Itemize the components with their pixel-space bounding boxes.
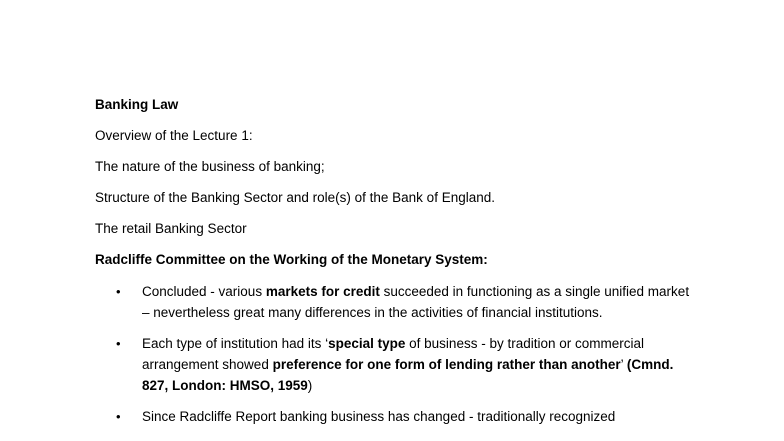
bullet-list — [95, 281, 695, 427]
overview-line — [95, 127, 695, 145]
nature-line: The nature of the business of banking; — [95, 159, 325, 174]
bullet-text: succeeded in functioning as a single unified market – nevertheless great many differences in the activities of financial institutions. — [142, 284, 690, 320]
list-item — [95, 406, 695, 427]
retail-line: The retail Banking Sector — [95, 221, 247, 236]
bullet-icon: • — [116, 409, 121, 424]
overview-text: Overview of the Lecture 1: — [95, 128, 253, 143]
bullet-bold-text: preference for one form of lending rather than another — [272, 357, 621, 372]
bullet-citation: (Cmnd. 827, London: HMSO, 1959 — [142, 357, 674, 393]
bullet-text: Concluded - various — [142, 284, 266, 299]
structure-line: Structure of the Banking Sector and role(s) of the Bank of England. — [95, 190, 495, 205]
radcliffe-heading: Radcliffe Committee on the Working of the Monetary System: — [95, 252, 488, 267]
bullet-text: ’ — [620, 357, 627, 372]
document-page — [95, 96, 695, 437]
document-title: Banking Law — [95, 97, 179, 112]
list-item — [95, 333, 695, 396]
list-item — [95, 281, 695, 323]
bullet-text: ) — [307, 378, 313, 393]
bullet-text: Each type of institution had its ‘ — [142, 336, 329, 351]
bullet-icon: • — [116, 284, 121, 299]
bullet-text: of business - by tradition or commercial arrangement showed — [142, 336, 644, 372]
bullet-icon: • — [116, 336, 121, 351]
bullet-bold-text: special type — [328, 336, 406, 351]
bullet-bold-text: markets for credit — [265, 284, 380, 299]
bullet-text: Since Radcliffe Report banking business has changed - traditionally recognized — [142, 409, 616, 424]
